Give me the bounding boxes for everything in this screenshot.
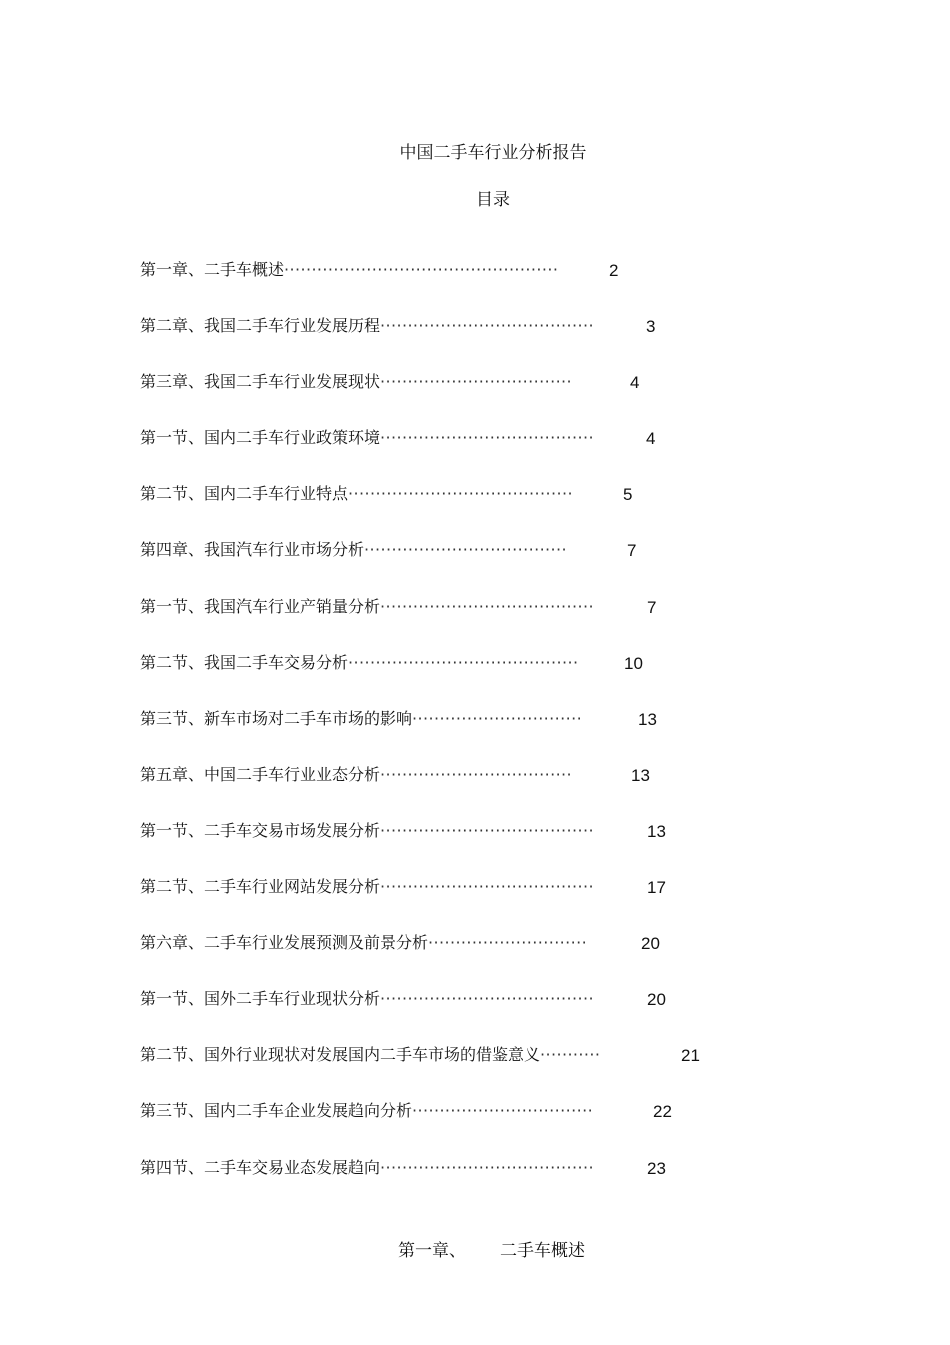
chapter-number: 第一章、 [398,1241,466,1261]
toc-entry-label: 第五章、中国二手车行业业态分析 [140,764,381,784]
toc-entry-label: 第一节、二手车交易市场发展分析 [140,820,381,840]
toc-page-number: 5 [623,485,633,505]
table-of-contents [140,258,760,1212]
toc-page-number: 13 [638,709,657,729]
toc-page-number: 4 [646,429,656,449]
toc-leader-dots: ······································· [380,596,594,616]
toc-page-number: 7 [647,597,657,617]
toc-entry[interactable] [140,987,760,1043]
toc-page-number: 7 [627,541,637,561]
toc-page-number: 3 [646,317,656,337]
toc-leader-dots: ······································· [380,428,594,448]
toc-leader-dots: ······································· [380,1157,594,1177]
toc-entry[interactable] [140,763,760,819]
toc-leader-dots: ··········· [540,1045,601,1065]
toc-entry[interactable] [140,931,760,987]
toc-leader-dots: ·················································· [284,260,559,279]
toc-page-number: 20 [647,990,666,1010]
toc-entry-label: 第四章、我国汽车行业市场分析 [140,540,365,560]
toc-leader-dots: ······································· [380,989,594,1009]
toc-leader-dots: ·········································· [348,652,579,672]
toc-entry-label: 第一节、我国汽车行业产销量分析 [140,596,381,616]
toc-page-number: 17 [647,878,666,898]
toc-entry-label: 第一节、国内二手车行业政策环境 [140,428,381,448]
toc-leader-dots: ··································· [380,764,573,784]
chapter-title: 二手车概述 [500,1241,585,1261]
toc-entry-label: 第二节、国外行业现状对发展国内二手车市场的借鉴意义 [140,1045,541,1065]
toc-page-number: 4 [630,373,640,393]
toc-page-number: 22 [653,1102,672,1122]
chapter-heading [398,1239,585,1263]
toc-entry[interactable] [140,538,760,594]
toc-entry-label: 第六章、二手车行业发展预测及前景分析 [140,933,429,953]
toc-entry[interactable] [140,595,760,651]
toc-entry-label: 第三章、我国二手车行业发展现状 [140,372,381,392]
toc-entry[interactable] [140,482,760,538]
toc-leader-dots: ······························· [412,708,583,728]
toc-entry[interactable] [140,426,760,482]
toc-page-number: 23 [647,1158,666,1178]
toc-page-number: 13 [631,765,650,785]
toc-entry-label: 第二节、二手车行业网站发展分析 [140,877,381,897]
toc-entry-label: 第三节、新车市场对二手车市场的影响 [140,708,413,728]
toc-page-number: 21 [681,1046,700,1066]
toc-entry-label: 第一章、二手车概述 [140,260,285,279]
toc-entry[interactable] [140,370,760,426]
toc-entry-label: 第三节、国内二手车企业发展趋向分析 [140,1101,413,1121]
toc-entry[interactable] [140,1099,760,1155]
toc-entry[interactable] [140,258,760,314]
toc-entry[interactable] [140,1156,760,1212]
toc-entry-label: 第二章、我国二手车行业发展历程 [140,316,381,336]
toc-heading: 目录 [476,190,510,210]
toc-entry-label: 第二节、我国二手车交易分析 [140,652,349,672]
toc-entry-label: 第四节、二手车交易业态发展趋向 [140,1157,381,1177]
toc-entry[interactable] [140,1043,760,1099]
toc-entry[interactable] [140,819,760,875]
toc-leader-dots: ······································· [380,820,594,840]
toc-entry-label: 第二节、国内二手车行业特点 [140,484,349,504]
toc-entry-label: 第一节、国外二手车行业现状分析 [140,989,381,1009]
toc-entry[interactable] [140,875,760,931]
toc-page-number: 13 [647,821,666,841]
toc-leader-dots: ········································· [348,484,573,504]
document-title: 中国二手车行业分析报告 [399,143,587,163]
toc-page-number: 20 [641,934,660,954]
toc-entry[interactable] [140,314,760,370]
toc-leader-dots: ····································· [364,540,567,560]
toc-page-number: 2 [609,261,619,280]
toc-entry[interactable] [140,707,760,763]
toc-entry[interactable] [140,651,760,707]
toc-leader-dots: ································· [412,1101,594,1121]
toc-leader-dots: ····························· [428,933,588,953]
toc-page-number: 10 [624,653,643,673]
toc-leader-dots: ······································· [380,877,594,897]
toc-leader-dots: ······································· [380,316,594,336]
toc-leader-dots: ··································· [380,372,573,392]
